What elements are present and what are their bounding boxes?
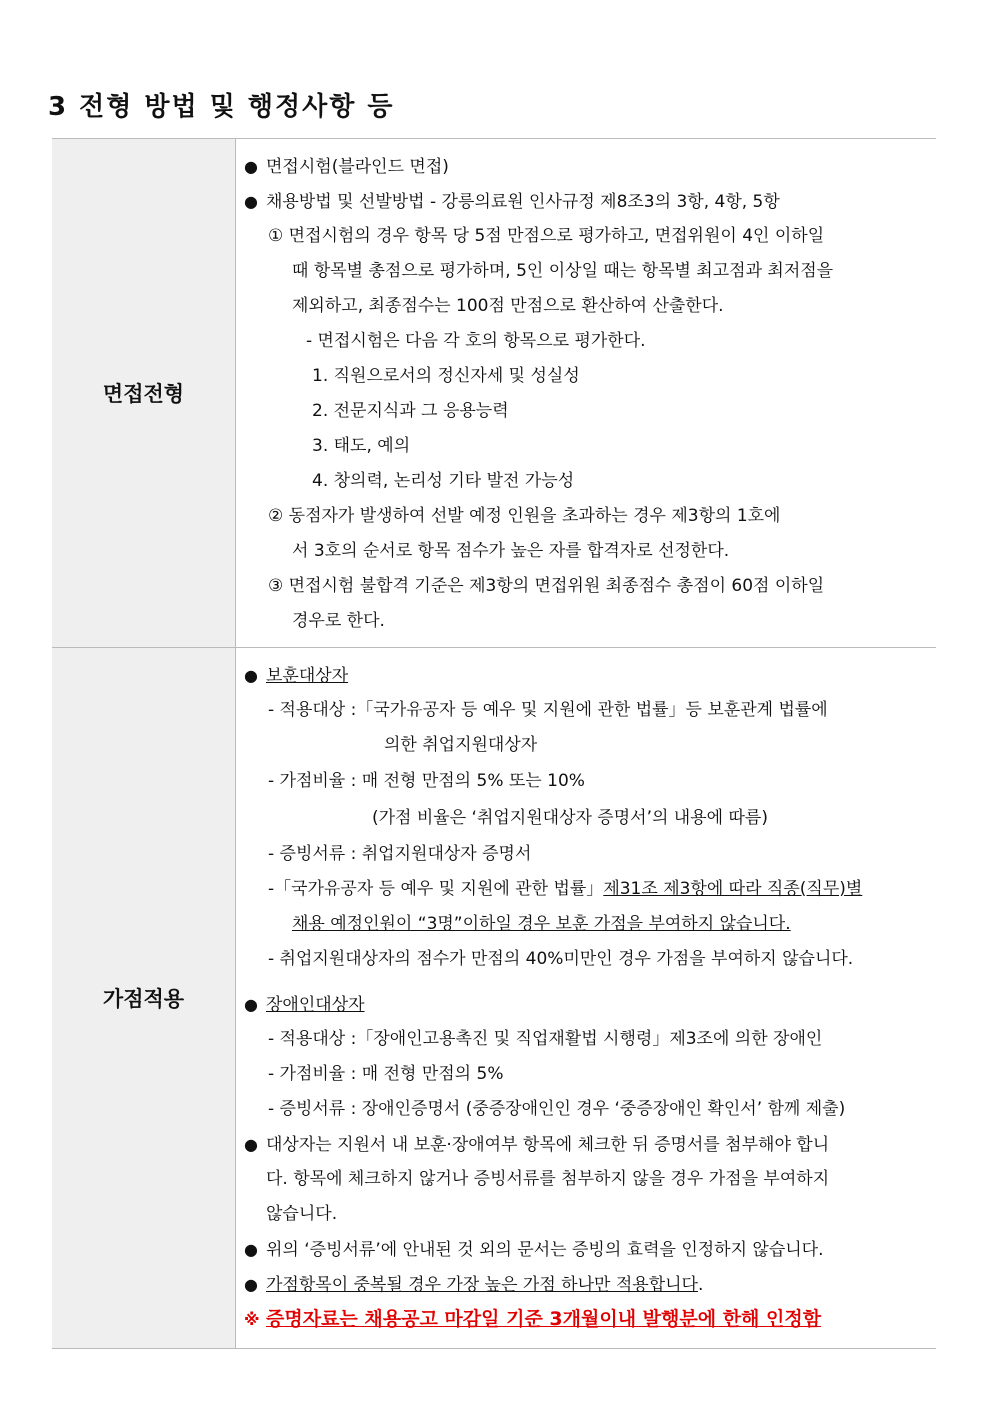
veterans-docs: - 증빙서류 : 취업지원대상자 증명서 [268, 844, 532, 864]
disabled-title: 장애인대상자 [266, 995, 365, 1015]
veterans-low-score: - 취업지원대상자의 점수가 만점의 40%미만인 경우 가점을 부여하지 않습니다. [268, 949, 854, 969]
disabled-docs: - 증빙서류 : 장애인증명서 (중증장애인인 경우 ‘중증장애인 확인서’ 함께 제출) [268, 1099, 846, 1119]
note3-end: . [697, 1275, 704, 1295]
selection-table [52, 138, 936, 1349]
note1-line3: 않습니다. [266, 1204, 338, 1224]
interview-criteria-3: 3. 태도, 예의 [312, 436, 411, 456]
interview-item3-line1: ③ 면접시험 불합격 기준은 제3항의 면접위원 최종점수 총점이 60점 이하일 [268, 576, 825, 596]
veterans-law-line2-text: 채용 예정인원이 “3명”이하일 경우 보훈 가점을 부여하지 않습니다. [292, 914, 791, 934]
interview-item1-line3: 제외하고, 최종점수는 100점 만점으로 환산하여 산출한다. [292, 296, 724, 316]
interview-sub-intro: - 면접시험은 다음 각 호의 항목으로 평가한다. [306, 331, 646, 351]
bonus-content [236, 648, 937, 1349]
bullet-icon: ● [244, 666, 258, 685]
veterans-rate: - 가점비율 : 매 전형 만점의 5% 또는 10% [268, 771, 585, 791]
bonus-row [52, 648, 936, 1349]
interview-label: 면접전형 [52, 139, 236, 648]
veterans-law-prefix: -「국가유공자 등 예우 및 지원에 관한 법률」 [268, 879, 604, 899]
reference-mark-icon: ※ [244, 1310, 260, 1329]
veterans-target-line1: - 적용대상 :「국가유공자 등 예우 및 지원에 관한 법률」등 보훈관계 법률에 [268, 700, 828, 720]
disabled-target: - 적용대상 :「장애인고용촉진 및 직업재활법 시행령」제3조에 의한 장애인 [268, 1029, 823, 1049]
bonus-label: 가점적용 [52, 648, 236, 1349]
interview-criteria-2: 2. 전문지식과 그 응용능력 [312, 401, 509, 421]
veterans-law-line2 [244, 907, 936, 942]
veterans-target-line2: 의한 취업지원대상자 [384, 735, 538, 755]
interview-bullet2: 채용방법 및 선발방법 - 강릉의료원 인사규정 제8조3의 3항, 4항, 5항 [266, 192, 780, 212]
section-title: 3 전형 방법 및 행정사항 등 [48, 92, 395, 122]
interview-bullet1: 면접시험(블라인드 면접) [266, 157, 449, 177]
note1-line1: 대상자는 지원서 내 보훈·장애여부 항목에 체크한 뒤 증명서를 첨부해야 합니 [266, 1135, 830, 1155]
bullet-icon: ● [244, 1275, 258, 1294]
interview-item2-line2: 서 3호의 순서로 항목 점수가 높은 자를 합격자로 선정한다. [292, 541, 730, 561]
disabled-rate: - 가점비율 : 매 전형 만점의 5% [268, 1064, 504, 1084]
interview-item1-line1: ① 면접시험의 경우 항목 당 5점 만점으로 평가하고, 면접위원이 4인 이하일 [268, 226, 825, 246]
note2: 위의 ‘증빙서류’에 안내된 것 외의 문서는 증빙의 효력을 인정하지 않습니다. [266, 1240, 824, 1260]
veterans-rate-note: (가점 비율은 ‘취업지원대상자 증명서’의 내용에 따름) [372, 808, 768, 828]
bullet-icon: ● [244, 1240, 258, 1259]
interview-row [52, 139, 936, 648]
interview-item1-line2: 때 항목별 총점으로 평가하며, 5인 이상일 때는 항목별 최고점과 최저점을 [292, 261, 834, 281]
bullet-icon: ● [244, 1135, 258, 1154]
interview-item3-line2: 경우로 한다. [292, 611, 385, 631]
interview-criteria-4: 4. 창의력, 논리성 기타 발전 가능성 [312, 471, 575, 491]
bullet-icon: ● [244, 192, 258, 211]
bullet-icon: ● [244, 157, 258, 176]
bullet-icon: ● [244, 995, 258, 1014]
red-note: 증명자료는 채용공고 마감일 기준 3개월이내 발행분에 한해 인정함 [266, 1308, 822, 1330]
note1-line2: 다. 항목에 체크하지 않거나 증빙서류를 첨부하지 않을 경우 가점을 부여하지 [266, 1169, 830, 1189]
veterans-law-underlined: 제31조 제3항에 따라 직종(직무)별 [603, 879, 863, 899]
veterans-title: 보훈대상자 [266, 666, 349, 686]
interview-item2-line1: ② 동점자가 발생하여 선발 예정 인원을 초과하는 경우 제3항의 1호에 [268, 506, 781, 526]
interview-content [236, 139, 937, 648]
interview-criteria-1: 1. 직원으로서의 정신자세 및 성실성 [312, 366, 580, 386]
note3: 가점항목이 중복될 경우 가장 높은 가점 하나만 적용합니다 [266, 1275, 698, 1295]
veterans-law-line1 [244, 872, 936, 907]
